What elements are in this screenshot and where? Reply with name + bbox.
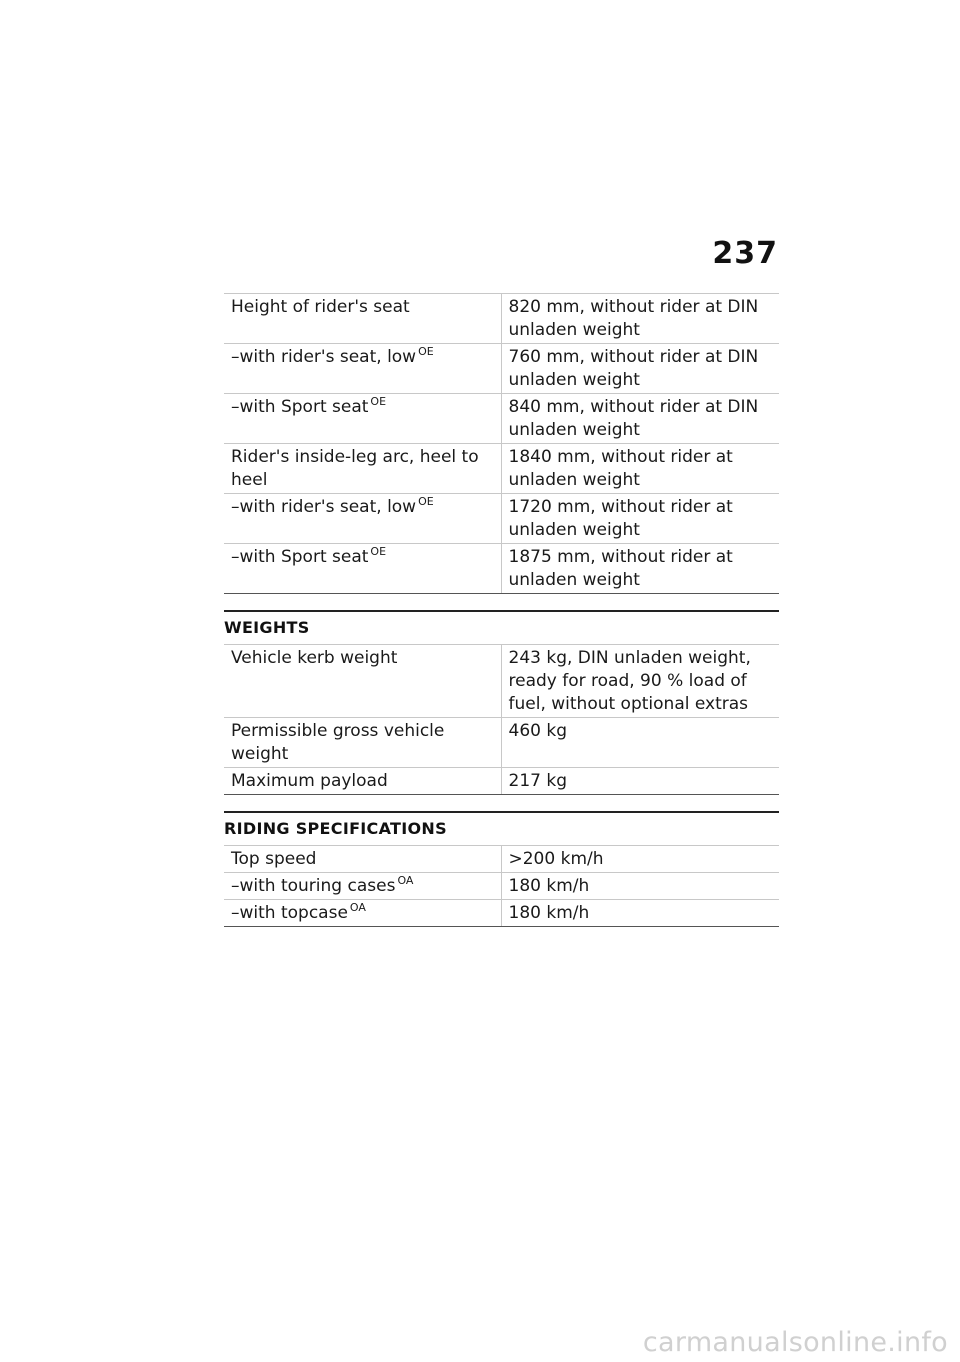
spec-label: –with topcase $^{OA}$ [224,900,501,927]
table-row [224,444,779,494]
spec-label: –with Sport seat $^{OE}$ [224,544,501,594]
option-suffix: OA [349,901,366,914]
spec-value: 180 km/h [501,900,779,927]
option-suffix: OA [397,874,414,887]
seat-height-table [224,293,779,594]
spec-label: Vehicle kerb weight [224,645,501,718]
table-row [224,394,779,444]
page-number: 237 [712,236,778,271]
spec-label: –with Sport seat $^{OE}$ [224,394,501,444]
spec-label: Rider's inside-leg arc, heel to heel [224,444,501,494]
table-row [224,900,779,927]
table-row [224,873,779,900]
spec-value: 1840 mm, without rider at unladen weight [501,444,779,494]
table-row [224,718,779,768]
table-row [224,768,779,795]
spec-label: –with rider's seat, low $^{OE}$ [224,344,501,394]
weights-heading: WEIGHTS [224,610,779,644]
spec-value: 180 km/h [501,873,779,900]
watermark-link[interactable]: carmanualsonline.info [642,1327,948,1358]
spec-label: Top speed [224,846,501,873]
spec-label: Permissible gross vehicle weight [224,718,501,768]
spec-value: 820 mm, without rider at DIN unladen weight [501,294,779,344]
table-row [224,645,779,718]
option-suffix: OE [418,495,434,508]
table-row [224,544,779,594]
option-suffix: OE [370,395,387,408]
spec-value: 1720 mm, without rider at unladen weight [501,494,779,544]
section-gap [224,795,779,811]
spec-value: 460 kg [501,718,779,768]
option-suffix: OE [418,345,434,358]
spec-value: >200 km/h [501,846,779,873]
riding-specifications-table [224,845,779,927]
spec-value: 760 mm, without rider at DIN unladen weight [501,344,779,394]
spec-label: Maximum payload [224,768,501,795]
table-row [224,494,779,544]
spec-label: Height of rider's seat [224,294,501,344]
spec-value: 243 kg, DIN unladen weight, ready for road, 90 % load of fuel, without optional extras [501,645,779,718]
spec-content [224,293,779,927]
table-row [224,344,779,394]
riding-specifications-heading: RIDING SPECIFICATIONS [224,811,779,845]
spec-value: 1875 mm, without rider at unladen weight [501,544,779,594]
option-suffix: OE [370,545,387,558]
spec-value: 217 kg [501,768,779,795]
table-row [224,294,779,344]
spec-value: 840 mm, without rider at DIN unladen weight [501,394,779,444]
section-gap [224,594,779,610]
table-row [224,846,779,873]
spec-label: –with rider's seat, low $^{OE}$ [224,494,501,544]
weights-table [224,644,779,795]
spec-label: –with touring cases $^{OA}$ [224,873,501,900]
